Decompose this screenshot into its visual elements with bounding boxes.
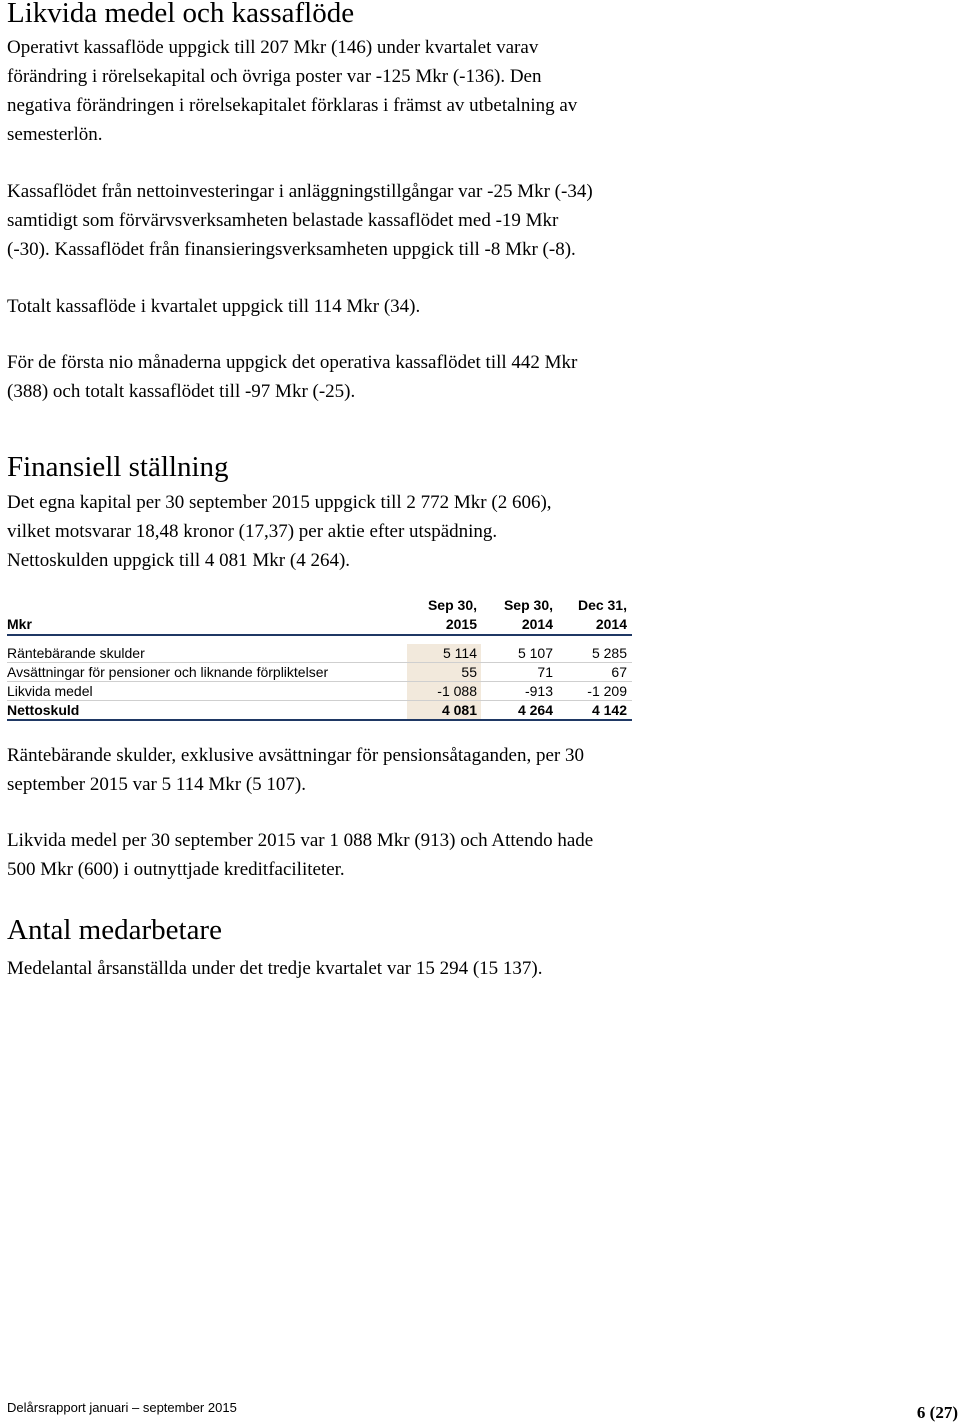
row-value-sep-2014: 71 <box>537 664 553 680</box>
row-value-sep-2015: -1 088 <box>407 682 481 700</box>
row-value-sep-2015: 4 081 <box>407 701 481 719</box>
paragraph-nine-months: För de första nio månaderna uppgick det operativa kassaflödet till 442 Mkr (388) och totalt kassaflödet till -97 Mkr (-25). <box>7 352 578 402</box>
table-row-total <box>7 701 632 721</box>
header-dec-2014: Dec 31, 2014 <box>577 597 627 632</box>
footer-page-number: 6 (27) <box>916 1403 958 1422</box>
row-value-sep-2014: 4 264 <box>517 702 553 718</box>
paragraph-total-cashflow: Totalt kassaflöde i kvartalet uppgick till 114 Mkr (34). <box>7 296 421 317</box>
row-label: Räntebärande skulder <box>7 645 145 661</box>
paragraph-cash-and-credit: Likvida medel per 30 september 2015 var 1 088 Mkr (913) och Attendo hade 500 Mkr (600) i outnyttjade kreditfaciliteter. <box>7 830 594 880</box>
section-title-financial-position: Finansiell ställning <box>7 451 229 483</box>
paragraph-investing-cashflow: Kassaflödet från nettoinvesteringar i anläggningstillgångar var -25 Mkr (-34) samtidigt som förvärvsverksamheten belastade kassaflödet med -19 Mkr (-30). Kassaflödet från finansieringsverksamheten uppgick till -8 Mkr (-8). <box>7 181 593 260</box>
section-title-cash: Likvida medel och kassaflöde <box>7 0 355 29</box>
row-value-dec-2014: -1 209 <box>587 683 627 699</box>
table-header <box>7 596 632 636</box>
row-value-sep-2014: 5 107 <box>517 645 553 661</box>
row-label: Nettoskuld <box>7 702 80 718</box>
header-sep-2014: Sep 30, 2014 <box>503 597 553 632</box>
row-value-sep-2015: 5 114 <box>407 644 481 662</box>
row-value-sep-2015: 55 <box>407 663 481 681</box>
row-value-sep-2014: -913 <box>524 683 553 699</box>
row-value-dec-2014: 4 142 <box>591 702 627 718</box>
net-debt-table <box>7 596 632 721</box>
header-unit: Mkr <box>7 616 32 632</box>
table-row <box>7 682 632 701</box>
row-value-dec-2014: 5 285 <box>591 645 627 661</box>
row-label: Likvida medel <box>7 683 93 699</box>
paragraph-equity: Det egna kapital per 30 september 2015 uppgick till 2 772 Mkr (2 606), vilket motsvarar 18,48 kronor (17,37) per aktie efter utspädning. Nettoskulden uppgick till 4 081 Mkr (4 264). <box>7 492 552 571</box>
row-value-dec-2014: 67 <box>611 664 627 680</box>
row-label: Avsättningar för pensioner och liknande förpliktelser <box>7 664 329 680</box>
table-row <box>7 644 632 663</box>
paragraph-employees: Medelantal årsanställda under det tredje kvartalet var 15 294 (15 137). <box>7 958 543 979</box>
footer-report-title: Delårsrapport januari – september 2015 <box>7 1400 237 1415</box>
paragraph-operating-cashflow: Operativt kassaflöde uppgick till 207 Mkr (146) under kvartalet varav förändring i rörelsekapital och övriga poster var -125 Mkr (-136). Den negativa förändringen i rörelsekapitalet förklaras i främst av utbetalning av semesterlön. <box>7 37 578 145</box>
paragraph-interest-bearing-debt: Räntebärande skulder, exklusive avsättningar för pensionsåtaganden, per 30 september 2015 var 5 114 Mkr (5 107). <box>7 745 584 795</box>
section-title-employees: Antal medarbetare <box>7 914 222 946</box>
header-sep-2015: Sep 30, 2015 <box>427 597 477 632</box>
table-row <box>7 663 632 682</box>
